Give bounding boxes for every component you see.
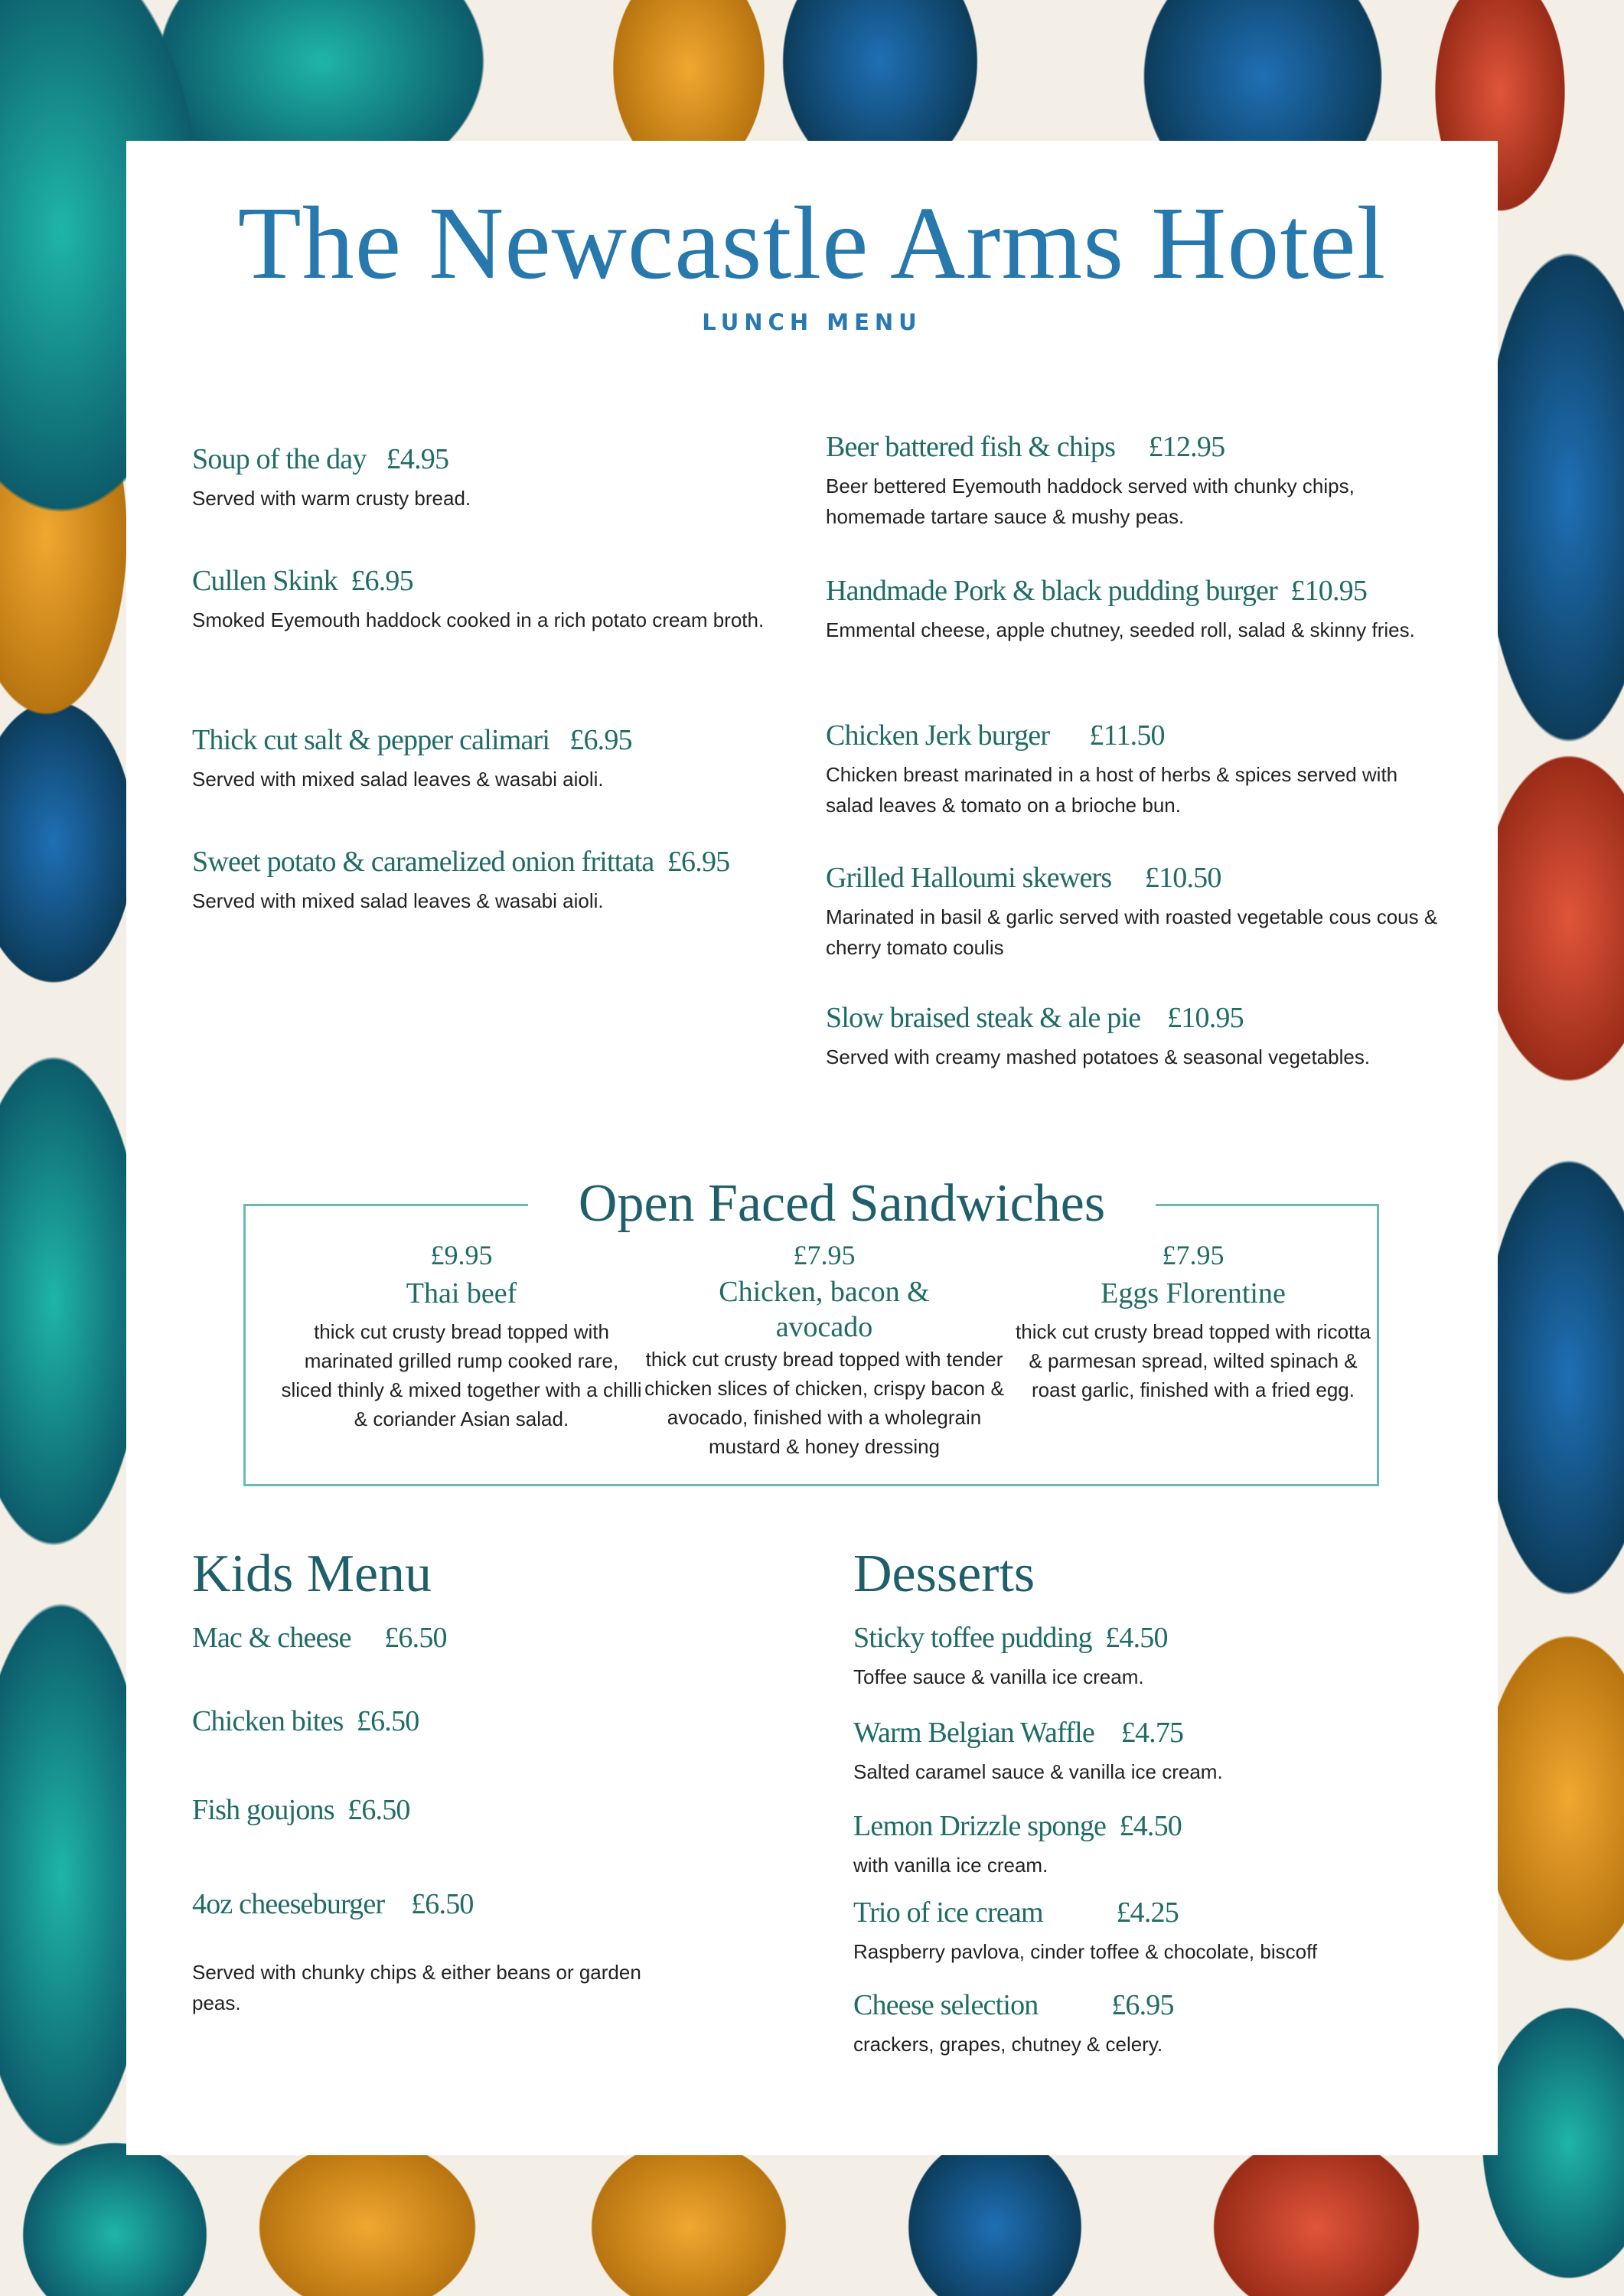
menu-item-name: Cullen Skink £6.95 (192, 565, 413, 597)
dessert-item-name: Warm Belgian Waffle £4.75 (853, 1717, 1184, 1749)
menu-item-desc: Chicken breast marinated in a host of herbs & spices served with salad leaves & tomato on a brioche bun. (826, 763, 1398, 817)
menu-item-desc: Emmental cheese, apple chutney, seeded roll, salad & skinny fries. (826, 618, 1415, 641)
sandwich-price: £7.95 (793, 1240, 856, 1270)
sandwich-item (641, 1236, 1008, 1461)
sandwich-item (1009, 1236, 1377, 1404)
sandwiches-heading: Open Faced Sandwiches (528, 1169, 1156, 1238)
menu-item-desc: Served with mixed salad leaves & wasabi aioli. (192, 889, 604, 912)
menu-item-name: Beer battered fish & chips £12.95 (826, 431, 1225, 463)
menu-item-name: Slow braised steak & ale pie £10.95 (826, 1002, 1244, 1034)
dessert-item-desc: Salted caramel sauce & vanilla ice cream. (853, 1760, 1223, 1783)
sandwich-name: Eggs Florentine (1101, 1277, 1286, 1309)
menu-item-name: Thick cut salt & pepper calimari £6.95 (192, 724, 632, 756)
sandwich-desc: thick cut crusty bread topped with tender chicken slices of chicken, crispy bacon & avocado, finished with a wholegrain mustard & honey dressing (644, 1348, 1004, 1458)
dessert-item-desc: crackers, grapes, chutney & celery. (853, 2033, 1163, 2056)
sandwich-name: Thai beef (406, 1277, 517, 1309)
menu-item-name: Soup of the day £4.95 (192, 443, 449, 475)
desserts-heading: Desserts (853, 1544, 1035, 1603)
menu-item-desc: Served with warm crusty bread. (192, 487, 471, 510)
menu-item-desc: Served with creamy mashed potatoes & seasonal vegetables. (826, 1045, 1371, 1068)
sandwich-desc: thick cut crusty bread topped with ricotta & parmesan spread, wilted spinach & roast garlic, finished with a fried egg. (1016, 1320, 1371, 1401)
menu-item-name: Grilled Halloumi skewers £10.50 (826, 862, 1221, 894)
menu-item-name: Sweet potato & caramelized onion frittata £6.95 (192, 846, 730, 878)
sandwich-name: Chicken, bacon & avocado (719, 1276, 930, 1343)
kids-item-name: Fish goujons £6.50 (192, 1794, 410, 1826)
dessert-item-name: Sticky toffee pudding £4.50 (853, 1622, 1168, 1654)
kids-item-name: 4oz cheeseburger £6.50 (192, 1888, 474, 1920)
sandwich-desc: thick cut crusty bread topped with marinated grilled rump cooked rare, sliced thinly & mixed together with a chilli & coriander Asian salad. (281, 1320, 642, 1430)
kids-item-name: Mac & cheese £6.50 (192, 1622, 447, 1654)
dessert-item-desc: with vanilla ice cream. (853, 1854, 1048, 1877)
kids-menu-note: Served with chunky chips & either beans or garden peas. (192, 1961, 641, 2014)
dessert-item-name: Cheese selection £6.95 (853, 1989, 1174, 2021)
dessert-item-name: Lemon Drizzle sponge £4.50 (853, 1810, 1182, 1842)
page-title: The Newcastle Arms Hotel (237, 186, 1387, 301)
menu-item-name: Handmade Pork & black pudding burger £10.95 (826, 575, 1368, 607)
page-subtitle: LUNCH MENU (702, 309, 922, 335)
menu-item-desc: Served with mixed salad leaves & wasabi aioli. (192, 768, 604, 791)
kids-item-name: Chicken bites £6.50 (192, 1705, 419, 1737)
dessert-item-desc: Raspberry pavlova, cinder toffee & chocolate, biscoff (853, 1940, 1318, 1963)
dessert-item-name: Trio of ice cream £4.25 (853, 1896, 1179, 1929)
kids-menu-heading: Kids Menu (192, 1544, 432, 1603)
menu-item-name: Chicken Jerk burger £11.50 (826, 719, 1165, 752)
menu-item-desc: Smoked Eyemouth haddock cooked in a rich potato cream broth. (192, 608, 765, 631)
dessert-item-desc: Toffee sauce & vanilla ice cream. (853, 1665, 1144, 1688)
sandwich-price: £9.95 (430, 1240, 493, 1270)
sandwich-item (278, 1236, 645, 1433)
menu-item-desc: Marinated in basil & garlic served with roasted vegetable cous cous & cherry tomato coulis (826, 905, 1438, 959)
sandwich-price: £7.95 (1162, 1240, 1225, 1270)
menu-item-desc: Beer bettered Eyemouth haddock served with chunky chips, homemade tartare sauce & mushy peas. (826, 475, 1355, 528)
